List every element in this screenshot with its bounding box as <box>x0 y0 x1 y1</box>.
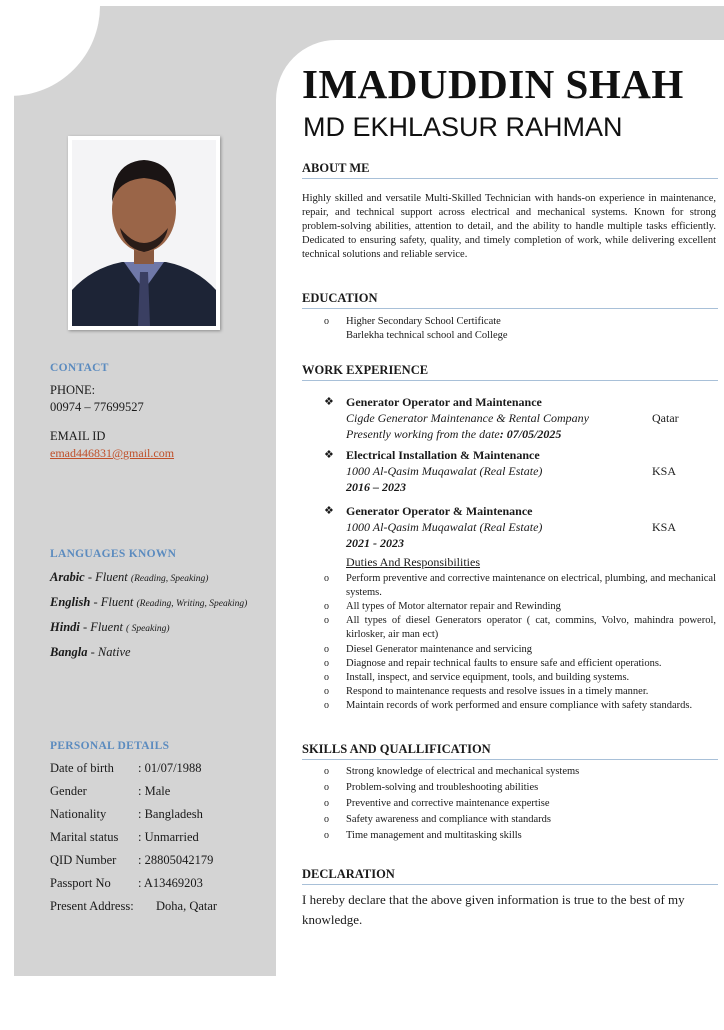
language-name: Arabic <box>50 570 85 584</box>
detail-row <box>50 872 276 895</box>
detail-value: Doha, Qatar <box>156 899 218 913</box>
duty-item <box>324 614 716 642</box>
circle-bullet-icon: o <box>324 830 329 841</box>
job-title: Generator Operator and Maintenance <box>346 395 542 409</box>
duty-text: Perform preventive and corrective maintenance on electrical, plumbing, and mechanical systems. <box>346 573 716 598</box>
detail-label: Nationality <box>50 807 107 821</box>
job-company-row <box>346 463 716 479</box>
job-company-row <box>346 519 716 535</box>
circle-bullet-icon: o <box>324 798 329 809</box>
detail-label: Date of birth <box>50 761 114 775</box>
skill-text: Preventive and corrective maintenance expertise <box>346 798 550 809</box>
circle-bullet-icon: o <box>324 573 329 584</box>
duty-text: Diagnose and repair technical faults to ensure safe and efficient operations. <box>346 658 662 669</box>
detail-label: QID Number <box>50 853 117 867</box>
detail-row <box>50 757 276 780</box>
circle-bullet-icon: o <box>324 644 329 655</box>
detail-value: : A13469203 <box>138 876 203 890</box>
job-location: KSA <box>652 520 677 534</box>
skill-item <box>324 765 716 779</box>
duty-text: Install, inspect, and service equipment, tools, and building systems. <box>346 672 630 683</box>
languages-heading: LANGUAGES KNOWN <box>50 548 177 560</box>
duty-item <box>324 685 716 699</box>
circle-bullet-icon: o <box>324 601 329 612</box>
language-fluency: - Fluent <box>84 570 131 584</box>
language-fluency: - Native <box>87 645 131 659</box>
skill-item <box>324 781 716 795</box>
declaration-heading: DECLARATION <box>302 866 718 885</box>
job-date: 2016 – 2023 <box>346 480 406 494</box>
detail-value: : Unmarried <box>138 830 199 844</box>
detail-value: : 28805042179 <box>138 853 214 867</box>
circle-bullet-icon: o <box>324 814 329 825</box>
profile-photo <box>68 136 220 330</box>
detail-row <box>50 803 276 826</box>
circle-bullet-icon: o <box>324 782 329 793</box>
circle-bullet-icon: o <box>324 700 329 711</box>
language-item <box>50 591 276 616</box>
skill-item <box>324 813 716 827</box>
duty-text: All types of Motor alternator repair and Rewinding <box>346 601 561 612</box>
detail-row <box>50 826 276 849</box>
languages-list <box>50 566 276 664</box>
job-date-prefix: Presently working from the date <box>346 427 500 441</box>
circle-bullet-icon: o <box>324 672 329 683</box>
job-title: Electrical Installation & Maintenance <box>346 448 540 462</box>
language-detail: (Reading, Writing, Speaking) <box>136 599 248 609</box>
duties-heading: Duties And Responsibilities <box>346 555 481 569</box>
diamond-bullet-icon: ❖ <box>324 449 334 461</box>
contact-heading: CONTACT <box>50 362 109 374</box>
duty-item <box>324 643 716 657</box>
duty-item <box>324 572 716 600</box>
language-detail: (Reading, Speaking) <box>130 574 209 584</box>
language-item <box>50 566 276 591</box>
duty-item <box>324 699 716 713</box>
job-company: 1000 Al-Qasim Muqawalat (Real Estate) <box>346 464 543 478</box>
detail-row <box>50 780 276 803</box>
skill-text: Strong knowledge of electrical and mechanical systems <box>346 766 580 777</box>
work-heading: WORK EXPERIENCE <box>302 362 718 381</box>
detail-value: : Bangladesh <box>138 807 203 821</box>
circle-bullet-icon: o <box>324 658 329 669</box>
language-fluency: - Fluent <box>90 595 137 609</box>
job-entry <box>324 394 716 442</box>
language-fluency: - Fluent <box>79 620 127 634</box>
detail-row <box>50 895 276 918</box>
job-entry <box>324 503 716 551</box>
job-location: Qatar <box>652 411 679 425</box>
job-date: 2021 - 2023 <box>346 536 404 550</box>
skill-text: Problem-solving and troubleshooting abilities <box>346 782 539 793</box>
personal-details-list <box>50 757 276 918</box>
education-item <box>324 315 716 343</box>
skill-text: Time management and multitasking skills <box>346 830 522 841</box>
job-entry <box>324 447 716 495</box>
duty-text: Respond to maintenance requests and resolve issues in a timely manner. <box>346 686 649 697</box>
language-name: Bangla <box>50 645 88 659</box>
about-text: Highly skilled and versatile Multi-Skilled Technician with hands-on experience in maintenance, repair, and technical support across electrical and mechanical systems. Known for strong problem-solving abilities, attention to detail, and the ability to handle multiple tasks efficiently. Dedicated to ensuring safety, quality, and timely completion of work, while delivering excellent technical solutions and reliable service. <box>302 193 716 260</box>
skill-item <box>324 797 716 811</box>
detail-label: Gender <box>50 784 87 798</box>
detail-row <box>50 849 276 872</box>
language-name: English <box>50 595 91 609</box>
detail-label: Marital status <box>50 830 119 844</box>
language-name: Hindi <box>50 620 80 634</box>
job-location: KSA <box>652 464 677 478</box>
duty-text: All types of diesel Generators operator ( cat, commins, Volvo, mahindra powerol, kirlosker, air man ect) <box>346 615 716 640</box>
diamond-bullet-icon: ❖ <box>324 396 334 408</box>
about-heading: ABOUT ME <box>302 160 718 179</box>
circle-bullet-icon: o <box>324 316 329 327</box>
name-primary: IMADUDDIN SHAH <box>302 61 684 107</box>
circle-bullet-icon: o <box>324 686 329 697</box>
duty-text: Diesel Generator maintenance and servicing <box>346 644 533 655</box>
detail-value: : Male <box>138 784 171 798</box>
education-line: Higher Secondary School Certificate <box>346 316 501 327</box>
job-title: Generator Operator & Maintenance <box>346 504 533 518</box>
duty-item <box>324 671 716 685</box>
skill-text: Safety awareness and compliance with standards <box>346 814 551 825</box>
email-label: EMAIL ID <box>50 429 106 443</box>
education-line: Barlekha technical school and College <box>346 330 508 341</box>
circle-bullet-icon: o <box>324 766 329 777</box>
phone-number: 00974 – 77699527 <box>50 400 144 414</box>
language-item <box>50 641 276 664</box>
duty-item <box>324 657 716 671</box>
email-link[interactable]: emad446831@gmail.com <box>50 446 175 460</box>
duty-item <box>324 600 716 614</box>
job-company: Cigde Generator Maintenance & Rental Company <box>346 411 589 425</box>
language-item <box>50 616 276 641</box>
personal-details-heading: PERSONAL DETAILS <box>50 740 170 752</box>
job-date: : 07/05/2025 <box>499 427 562 441</box>
circle-bullet-icon: o <box>324 615 329 626</box>
education-heading: EDUCATION <box>302 290 718 309</box>
duty-text: Maintain records of work performed and ensure compliance with safety standards. <box>346 700 693 711</box>
phone-label: PHONE: <box>50 383 96 397</box>
job-company-row <box>346 410 716 426</box>
name-secondary: MD EKHLASUR RAHMAN <box>303 112 623 142</box>
detail-label: Present Address: <box>50 899 134 913</box>
diamond-bullet-icon: ❖ <box>324 505 334 517</box>
skills-heading: SKILLS AND QUALLIFICATION <box>302 741 718 760</box>
language-detail: ( Speaking) <box>126 624 170 634</box>
detail-label: Passport No <box>50 876 111 890</box>
declaration-text: I hereby declare that the above given information is true to the best of my knowledge. <box>302 892 685 927</box>
job-company: 1000 Al-Qasim Muqawalat (Real Estate) <box>346 520 543 534</box>
detail-value: : 01/07/1988 <box>138 761 202 775</box>
skill-item <box>324 829 716 843</box>
job-date-row <box>346 426 716 442</box>
